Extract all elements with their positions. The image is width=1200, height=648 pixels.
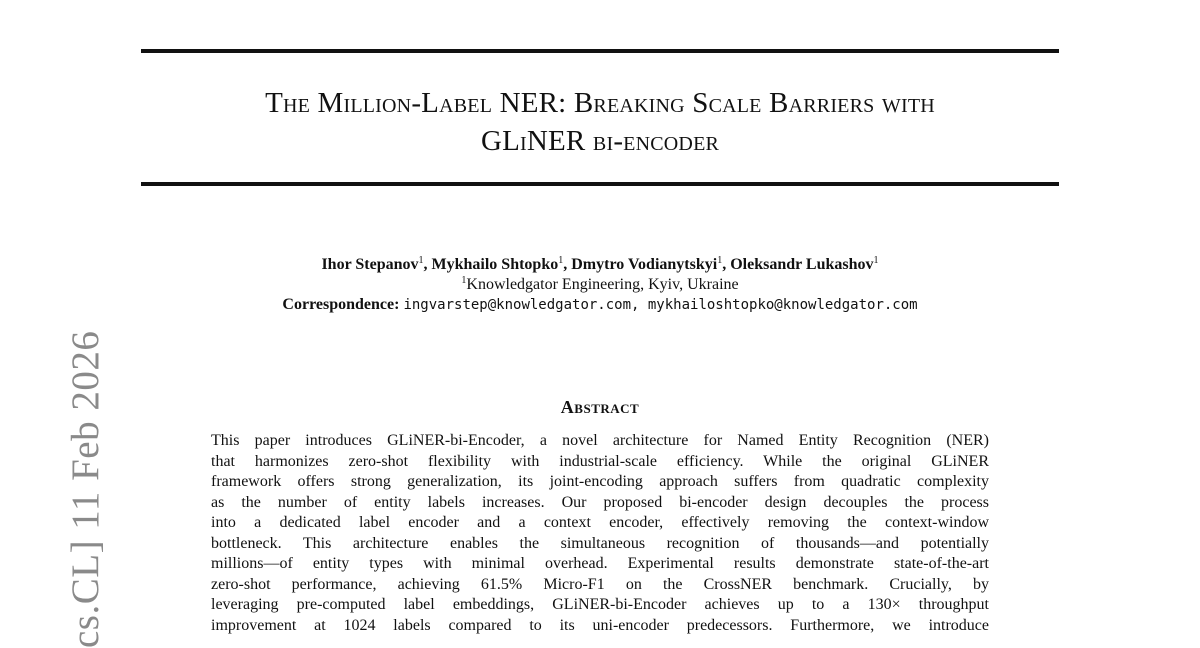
arxiv-side-stamp: cs.CL] 11 Feb 2026 [64, 330, 107, 648]
correspondence-label: Correspondence: [282, 296, 400, 313]
author-name: Dmytro Vodianytskyi [571, 256, 718, 273]
paper-title-line-2: GLiNER bi-encoder [480, 125, 720, 157]
affiliation-text: Knowledgator Engineering, Kyiv, Ukraine [466, 276, 739, 293]
abstract-line: into a dedicated label encoder and a context encoder, effectively removing the context-window [211, 514, 989, 531]
abstract-line: improvement at 1024 labels compared to its uni-encoder predecessors. Furthermore, we introduce [211, 616, 989, 634]
author-block [141, 255, 1059, 315]
author-affiliation-mark: 1 [558, 255, 564, 266]
affiliation [141, 275, 1059, 295]
correspondence-emails[interactable]: ingvarstep@knowledgator.com, mykhailoshtopko@knowledgator.com [403, 297, 918, 313]
abstract-line: leveraging pre-computed label embeddings, GLiNER-bi-Encoder achieves up to a 130× throughput [211, 596, 989, 613]
author-affiliation-mark: 1 [873, 255, 879, 266]
author-name: Mykhailo Shtopko [431, 256, 559, 273]
author-affiliation-mark: 1 [418, 255, 424, 266]
affiliation-mark: 1 [461, 275, 467, 286]
author-list: Ihor Stepanov$^1$, Mykhailo Shtopko$^1$, Dmytro Vodianytskyi$^1$, Oleksandr Lukashov$^1$ [321, 255, 879, 273]
paper-title-line-1: The Million-Label NER: Breaking Scale Barriers with [265, 87, 935, 119]
abstract-line: that harmonizes zero-shot flexibility with industrial-scale efficiency. While the original GLiNER [211, 452, 989, 470]
abstract-line: millions—of entity types with minimal overhead. Experimental results demonstrate state-of-the-art [211, 555, 989, 572]
author-affiliation-mark: 1 [717, 255, 723, 266]
correspondence [141, 295, 1059, 315]
abstract-line: zero-shot performance, achieving 61.5% Micro-F1 on the CrossNER benchmark. Crucially, by [211, 575, 989, 593]
author-name: Oleksandr Lukashov [730, 256, 874, 273]
abstract-line: as the number of entity labels increases. Our proposed bi-encoder design decouples the process [211, 493, 989, 511]
abstract-line: framework offers strong generalization, its joint-encoding approach suffers from quadratic complexity [211, 473, 989, 490]
paper-title [141, 84, 1059, 160]
title-top-rule [141, 49, 1059, 53]
abstract-heading: Abstract [560, 397, 640, 417]
author-name: Ihor Stepanov [321, 256, 419, 273]
abstract-line: bottleneck. This architecture enables the simultaneous recognition of thousands—and potentially [211, 534, 989, 552]
abstract-body [211, 431, 989, 636]
title-bottom-rule [141, 182, 1059, 186]
abstract-line: This paper introduces GLiNER-bi-Encoder, a novel architecture for Named Entity Recognition (NER) [211, 432, 989, 449]
